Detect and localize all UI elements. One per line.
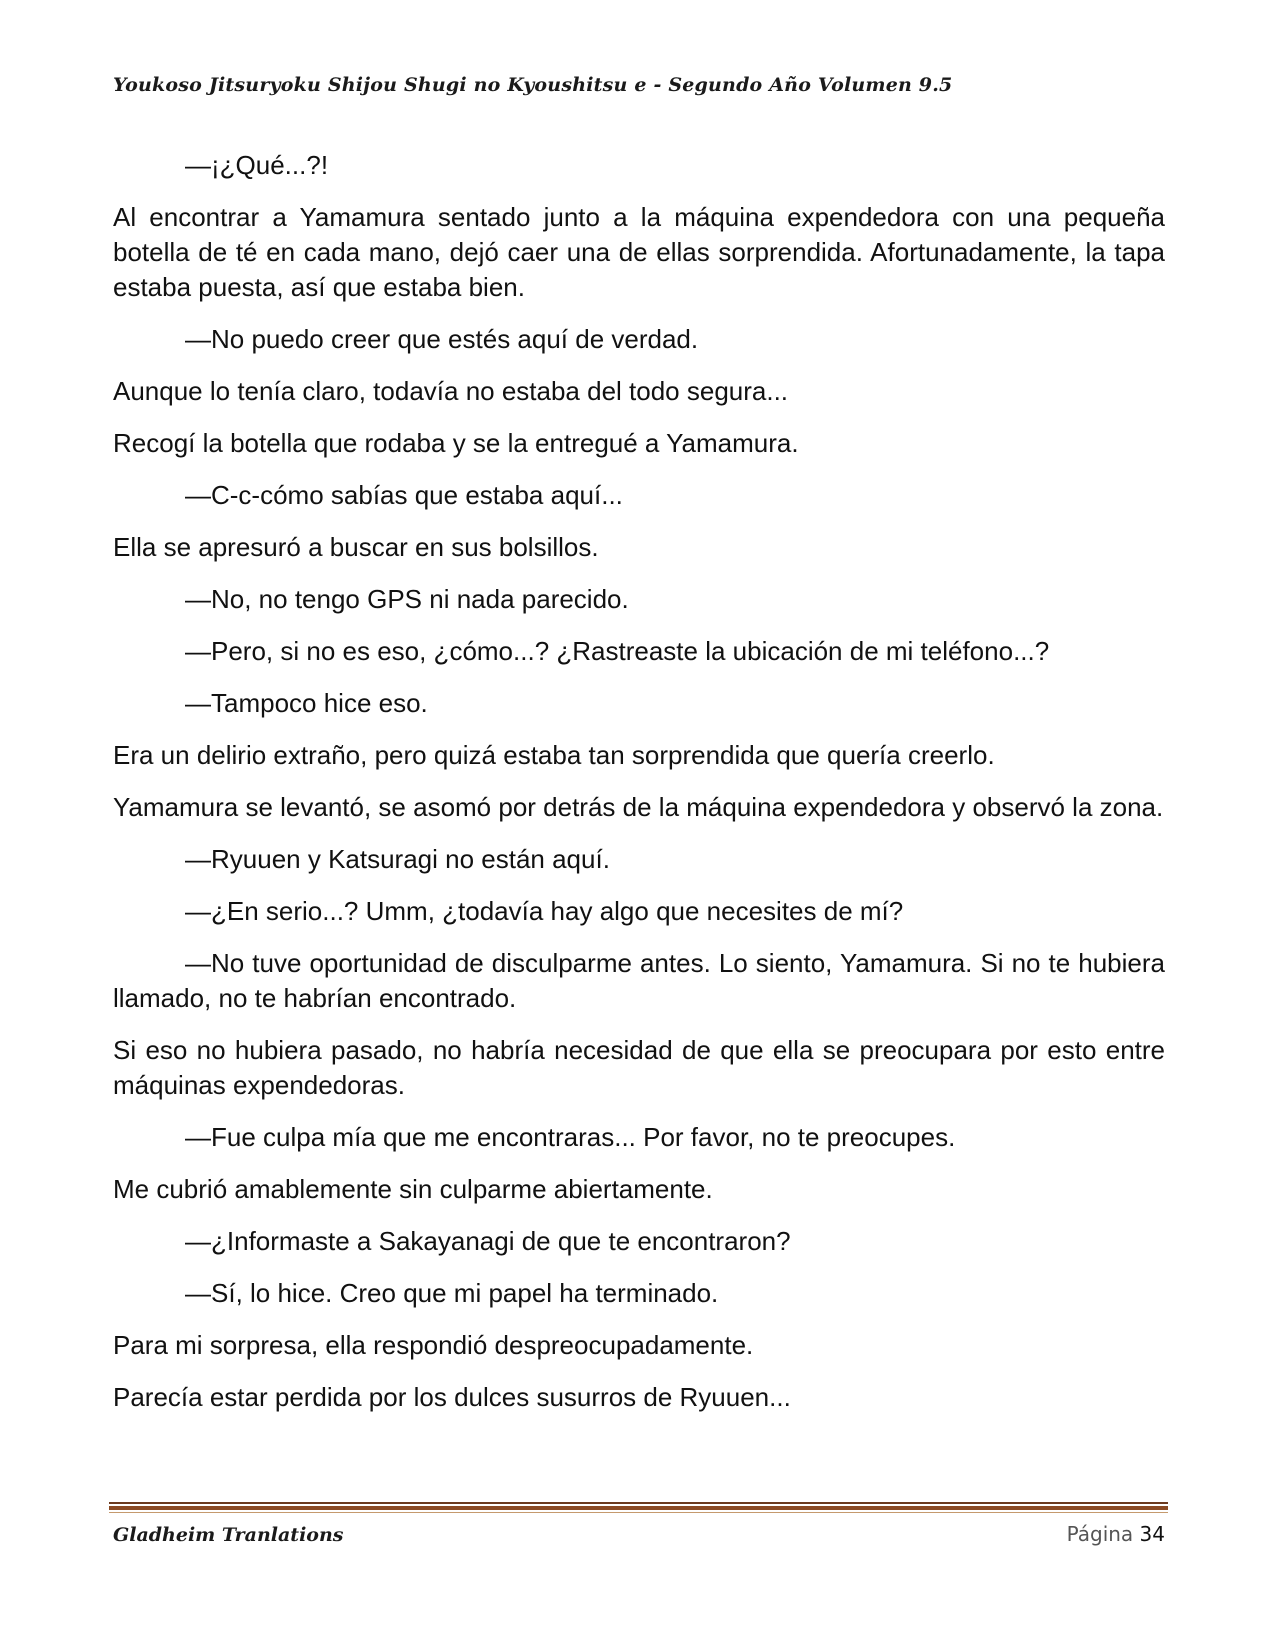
page-label: Página xyxy=(1066,1522,1134,1546)
paragraph: Recogí la botella que rodaba y se la entregué a Yamamura. xyxy=(113,428,799,458)
paragraph: —Fue culpa mía que me encontraras... Por favor, no te preocupes. xyxy=(185,1122,956,1152)
paragraph: —¿Informaste a Sakayanagi de que te encontraron? xyxy=(185,1226,791,1256)
paragraph: —Sí, lo hice. Creo que mi papel ha terminado. xyxy=(185,1278,719,1308)
paragraph: Parecía estar perdida por los dulces susurros de Ryuuen... xyxy=(113,1382,791,1412)
paragraph: Si eso no hubiera pasado, no habría necesidad de que ella se preocupara por esto entre máquinas expendedoras. xyxy=(113,1035,1165,1100)
page-header-title: Youkoso Jitsuryoku Shijou Shugi no Kyoushitsu e - Segundo Año Volumen 9.5 xyxy=(113,74,953,96)
paragraph: —¡¿Qué...?! xyxy=(185,150,329,180)
paragraph: —Tampoco hice eso. xyxy=(185,688,428,718)
paragraph: Yamamura se levantó, se asomó por detrás de la máquina expendedora y observó la zona. xyxy=(113,792,1164,822)
page-number-value: 34 xyxy=(1139,1522,1165,1546)
footer-credit: Gladheim Tranlations xyxy=(113,1524,344,1546)
paragraph: Para mi sorpresa, ella respondió despreocupadamente. xyxy=(113,1330,754,1360)
paragraph: —Ryuuen y Katsuragi no están aquí. xyxy=(185,844,610,874)
paragraph: Al encontrar a Yamamura sentado junto a la máquina expendedora con una pequeña botella de té en cada mano, dejó caer una de ellas sorprendida. Afortunadamente, la tapa estaba puesta, así que estaba bien. xyxy=(113,202,1165,302)
paragraph: —No puedo creer que estés aquí de verdad. xyxy=(185,324,699,354)
paragraph: Aunque lo tenía claro, todavía no estaba del todo segura... xyxy=(113,376,789,406)
paragraph: —¿En serio...? Umm, ¿todavía hay algo que necesites de mí? xyxy=(185,896,904,926)
page-body xyxy=(113,148,1165,1415)
paragraph: —No tuve oportunidad de disculparme antes. Lo siento, Yamamura. Si no te hubiera llamado, no te habrían encontrado. xyxy=(113,948,1165,1013)
footer-divider xyxy=(109,1502,1168,1513)
paragraph: Ella se apresuró a buscar en sus bolsillos. xyxy=(113,532,599,562)
paragraph: —C-c-cómo sabías que estaba aquí... xyxy=(185,480,623,510)
paragraph: —No, no tengo GPS ni nada parecido. xyxy=(185,584,629,614)
page-number xyxy=(1067,1522,1165,1546)
paragraph: Me cubrió amablemente sin culparme abiertamente. xyxy=(113,1174,713,1204)
paragraph: Era un delirio extraño, pero quizá estaba tan sorprendida que quería creerlo. xyxy=(113,740,995,770)
paragraph: —Pero, si no es eso, ¿cómo...? ¿Rastreaste la ubicación de mi teléfono...? xyxy=(185,636,1050,666)
